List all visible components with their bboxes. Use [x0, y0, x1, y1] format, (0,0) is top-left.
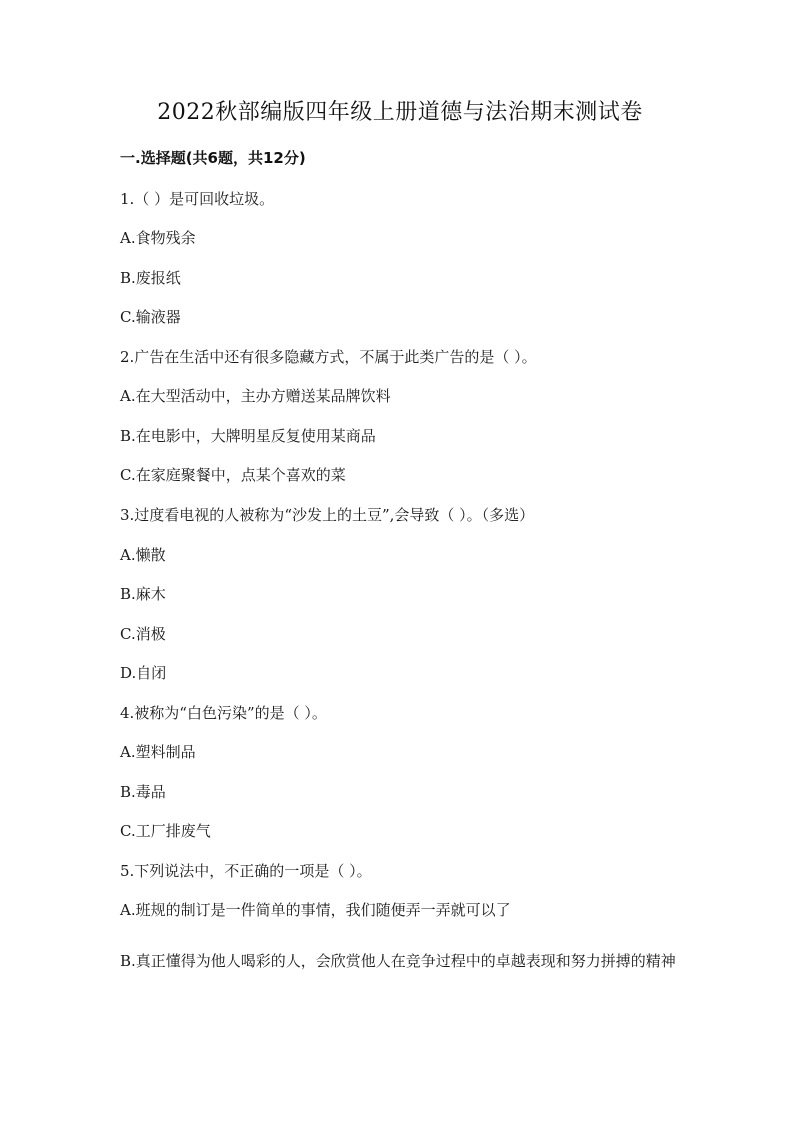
question-2-option-c: C.在家庭聚餐中，点某个喜欢的菜 [120, 466, 346, 484]
question-2-option-a: A.在大型活动中，主办方赠送某品牌饮料 [120, 387, 391, 405]
question-4-option-c: C.工厂排废气 [120, 822, 211, 840]
question-2-option-b: B.在电影中，大牌明星反复使用某商品 [120, 427, 376, 445]
question-5-stem: 5.下列说法中，不正确的一项是（ ）。 [120, 862, 372, 880]
question-1-option-b: B.废报纸 [120, 269, 181, 287]
question-1-option-a: A.食物残余 [120, 229, 196, 247]
question-4-option-a: A.塑料制品 [120, 743, 196, 761]
question-1-option-c: C.输液器 [120, 308, 181, 326]
question-2-stem: 2.广告在生活中还有很多隐藏方式，不属于此类广告的是（ ）。 [120, 348, 537, 366]
question-3-stem: 3.过度看电视的人被称为“沙发上的土豆”,会导致（ ）。（多选） [120, 506, 535, 524]
question-3-option-c: C.消极 [120, 625, 166, 643]
question-3-option-a: A.懒散 [120, 546, 166, 564]
question-1-stem: 1.（ ）是可回收垃圾。 [120, 190, 275, 208]
section-heading: 一.选择题(共6题，共12分) [120, 149, 306, 167]
page-title: 2022秋部编版四年级上册道德与法治期末测试卷 [157, 100, 643, 125]
question-3-option-d: D.自闭 [120, 664, 167, 682]
question-3-option-b: B.麻木 [120, 585, 166, 603]
question-4-stem: 4.被称为“白色污染”的是（ ）。 [120, 704, 327, 722]
question-4-option-b: B.毒品 [120, 783, 166, 801]
question-5-option-a: A.班规的制订是一件简单的事情，我们随便弄一弄就可以了 [120, 901, 511, 919]
question-5-option-b: B.真正懂得为他人喝彩的人，会欣赏他人在竞争过程中的卓越表现和努力拼搏的精神 [120, 952, 676, 970]
